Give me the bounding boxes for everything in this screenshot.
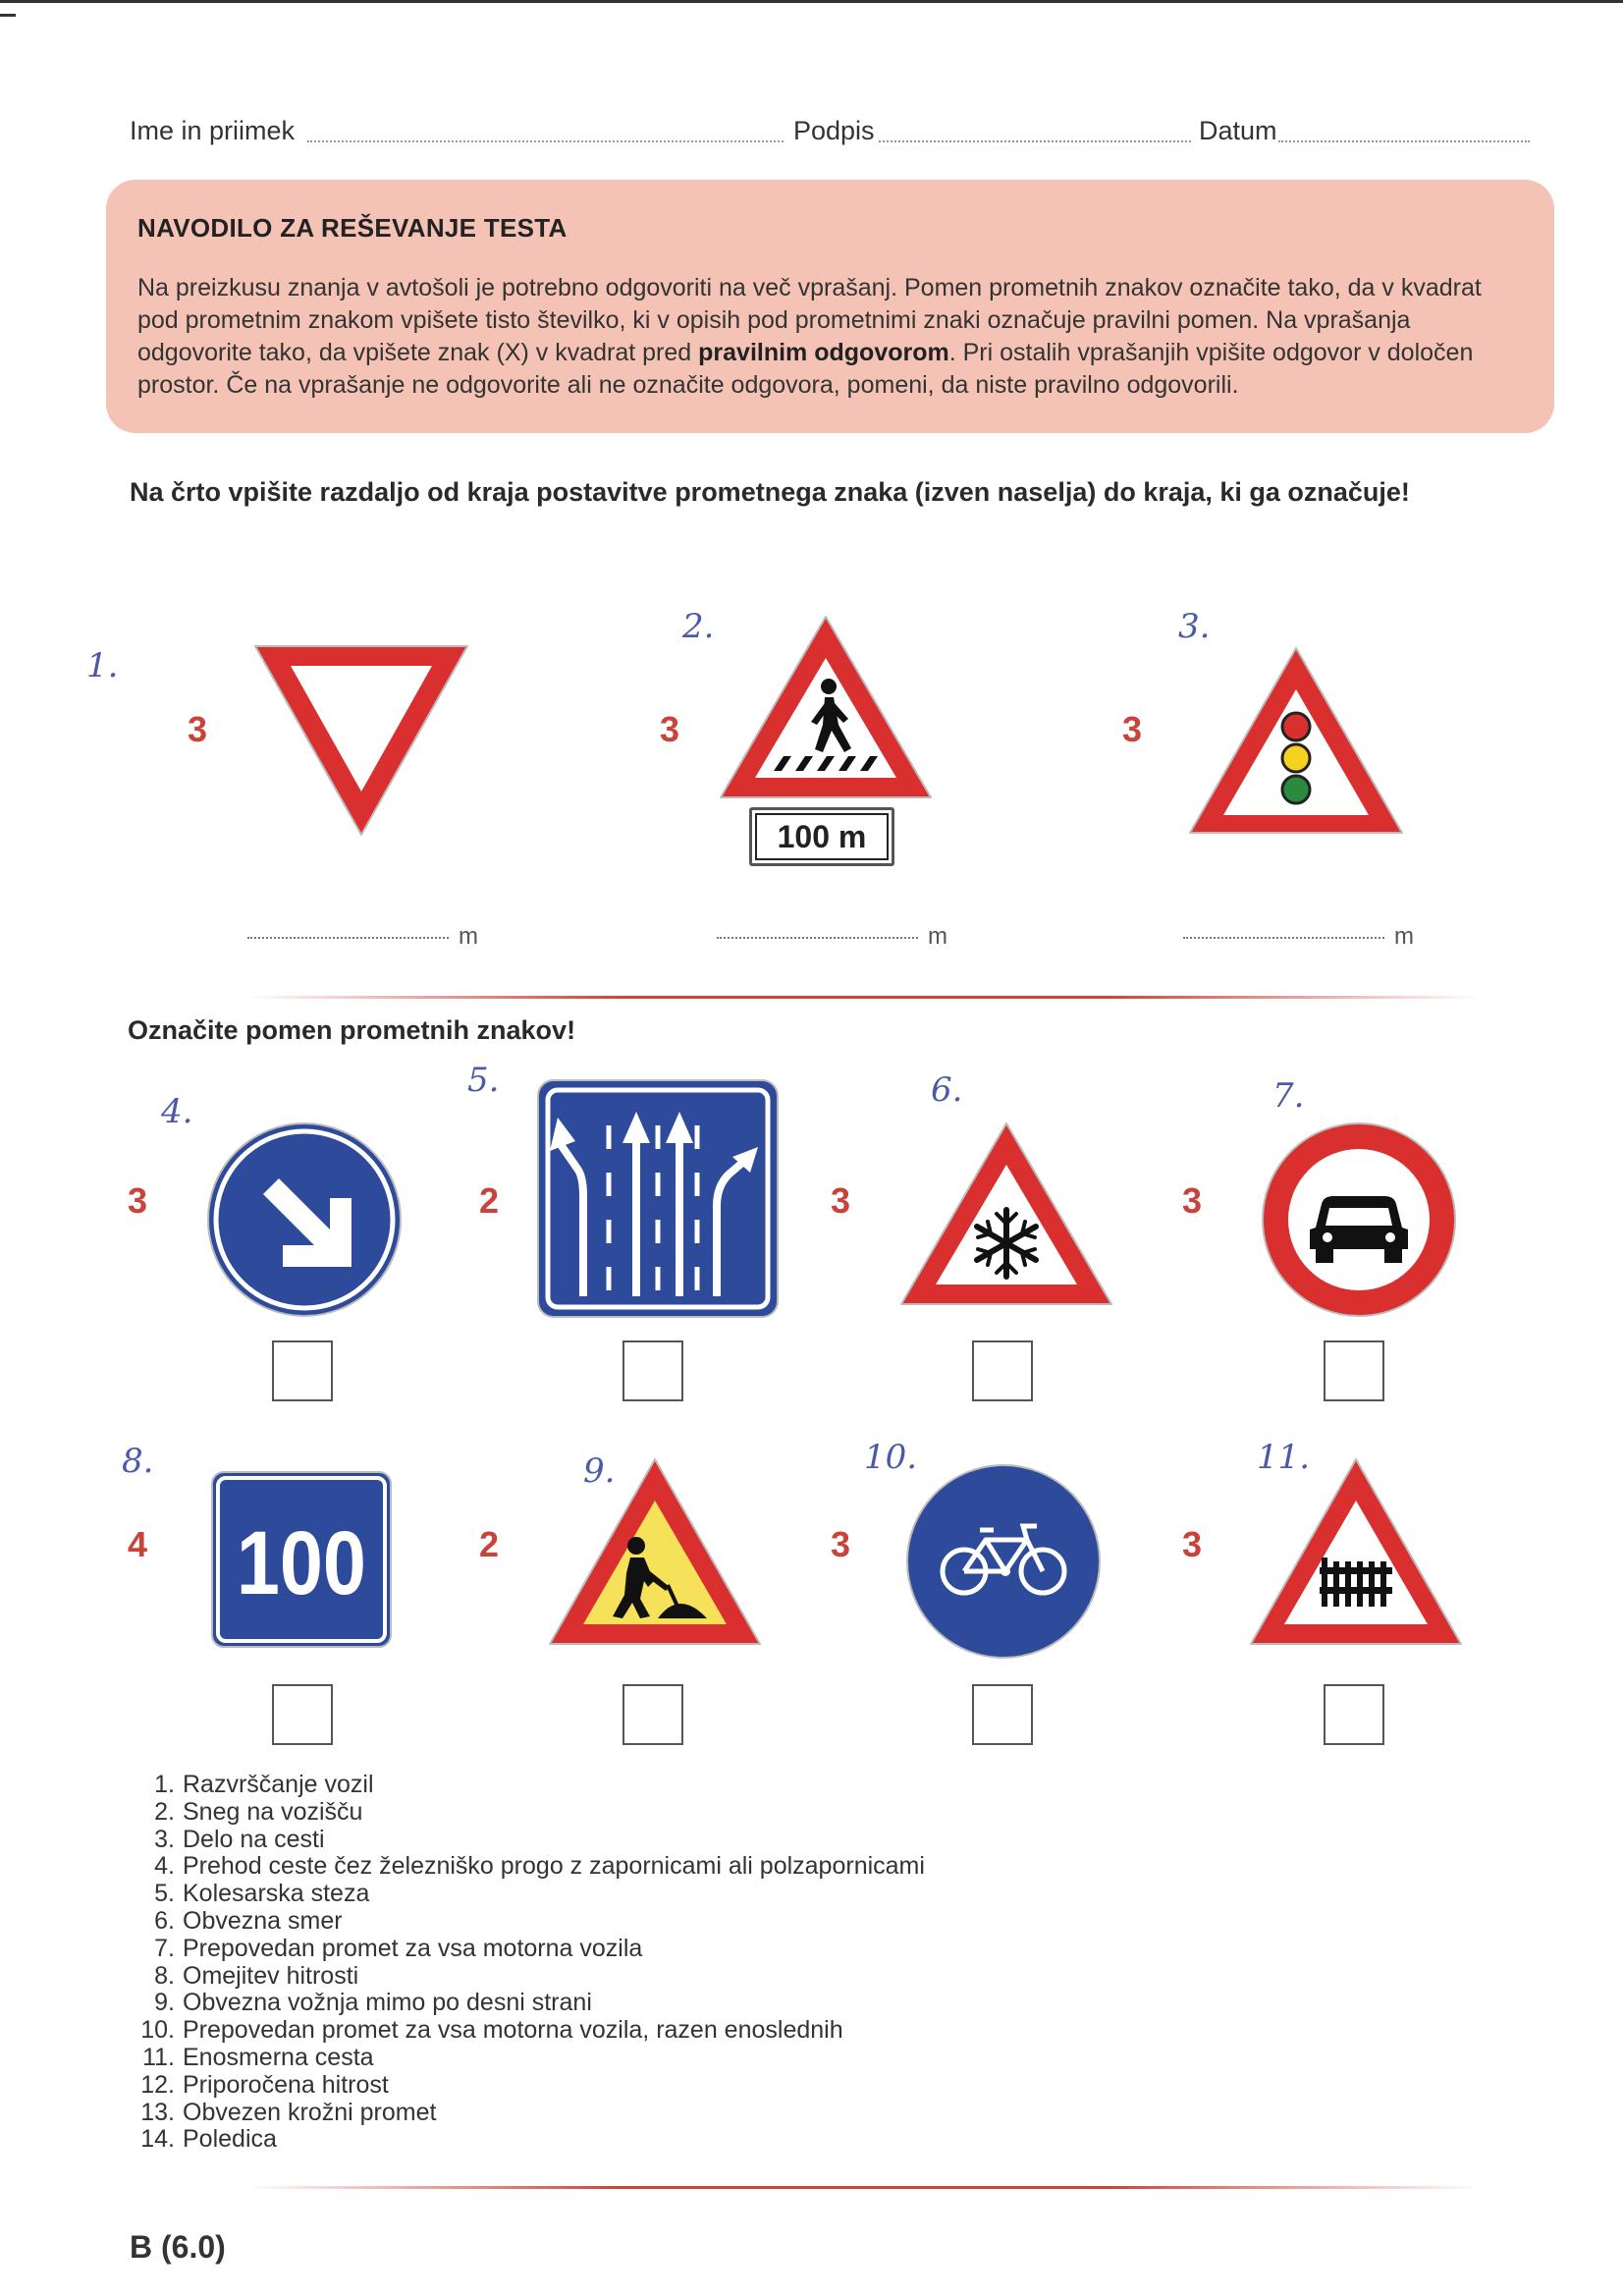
answer-box-10[interactable] — [972, 1684, 1033, 1745]
points-7: 3 — [1182, 1180, 1203, 1221]
answer-box-7[interactable] — [1324, 1340, 1384, 1401]
meaning-number: 14. — [140, 2125, 175, 2154]
meaning-text: Delo na cesti — [183, 1825, 325, 1853]
points-10: 3 — [831, 1524, 851, 1564]
answer-box-8[interactable] — [272, 1684, 333, 1745]
instructions-bold: pravilnim odgovorom — [698, 339, 949, 366]
points-1: 3 — [188, 709, 208, 749]
points-8: 4 — [128, 1524, 148, 1564]
meaning-text: Obvezna vožnja mimo po desni strani — [183, 1989, 592, 2017]
no-motor-vehicles-icon — [1259, 1120, 1459, 1320]
recommended-speed-value: 100 — [236, 1512, 366, 1614]
meaning-item — [135, 1772, 925, 1799]
yield-sign-icon — [247, 638, 475, 845]
meaning-item — [135, 1853, 925, 1881]
meaning-number: 1. — [154, 1771, 175, 1798]
meaning-text: Priporočena hitrost — [183, 2070, 389, 2099]
distance-plate — [749, 807, 894, 866]
section2-heading: Označite pomen prometnih znakov! — [128, 1015, 576, 1045]
top-border-line — [0, 0, 1623, 3]
answer-line-1[interactable] — [247, 923, 478, 951]
hand-number-8: 8. — [122, 1442, 154, 1481]
instructions-box — [106, 180, 1554, 433]
meaning-number: 11. — [142, 2043, 175, 2071]
name-field[interactable] — [307, 140, 784, 142]
answer-box-4[interactable] — [272, 1340, 333, 1401]
meaning-item — [135, 2045, 925, 2072]
points-9: 2 — [479, 1524, 500, 1564]
points-11: 3 — [1182, 1524, 1203, 1564]
test-code: B (6.0) — [130, 2229, 226, 2265]
meaning-item — [135, 1881, 925, 1908]
meaning-number: 10. — [140, 2016, 175, 2045]
meaning-item — [135, 1990, 925, 2017]
meaning-number: 9. — [154, 1989, 175, 2017]
meaning-text: Prepovedan promet za vsa motorna vozila — [183, 1934, 643, 1962]
meaning-item — [135, 1827, 925, 1854]
hand-number-6: 6. — [931, 1070, 963, 1110]
hand-number-10: 10. — [864, 1438, 918, 1477]
meaning-text: Omejitev hitrosti — [183, 1961, 359, 1990]
unit-1: m — [459, 923, 478, 950]
traffic-light-warning-icon — [1182, 640, 1410, 843]
left-edge-mark — [0, 0, 16, 17]
hand-number-2: 2. — [682, 607, 715, 646]
answer-line-3[interactable] — [1183, 923, 1414, 951]
signature-field[interactable] — [879, 140, 1191, 142]
section1-heading: Na črto vpišite razdaljo od kraja postavitve prometnega znaka (izven naselja) do kraja, ki ga označuje! — [130, 477, 1410, 507]
name-label: Ime in priimek — [130, 116, 296, 145]
hand-number-4: 4. — [161, 1092, 193, 1131]
points-5: 2 — [479, 1180, 500, 1221]
instructions-title: NAVODILO ZA REŠEVANJE TESTA — [137, 213, 568, 243]
answer-line-2[interactable] — [717, 923, 947, 951]
hand-number-11: 11. — [1257, 1438, 1311, 1477]
signature-label: Podpis — [793, 116, 875, 145]
meaning-number: 3. — [154, 1825, 175, 1853]
meaning-number: 8. — [154, 1961, 175, 1990]
meaning-number: 7. — [154, 1934, 175, 1962]
meaning-text: Prehod ceste čez železniško progo z zapornicami ali polzapornicami — [183, 1852, 925, 1881]
meaning-number: 13. — [140, 2098, 175, 2126]
meaning-item — [135, 2017, 925, 2045]
meaning-number: 4. — [154, 1852, 175, 1881]
meaning-number: 12. — [140, 2070, 175, 2099]
answer-box-5[interactable] — [622, 1340, 683, 1401]
hand-number-7: 7. — [1272, 1076, 1305, 1116]
date-label: Datum — [1199, 116, 1277, 145]
answer-box-11[interactable] — [1324, 1684, 1384, 1745]
instructions-text-part1: Na preizkusu znanja v avtošoli je potrebno odgovoriti na več vprašanj. Pomen prometnih znakov označite tako, da v kvadrat pod prometnim znakom vpišete tisto številko, ki v opisih pod prometnimi znaki označuje pravilni pomen. Na vprašanja odgovorite tako, da vpišete znak (X) v kvadrat pred — [137, 274, 1482, 366]
snow-warning-icon — [893, 1116, 1119, 1312]
lane-arrangement-icon — [536, 1078, 780, 1319]
meanings-list — [135, 1772, 925, 2154]
meaning-number: 5. — [154, 1880, 175, 1908]
meaning-number: 6. — [154, 1906, 175, 1935]
points-4: 3 — [128, 1180, 148, 1221]
meaning-item — [135, 1908, 925, 1936]
answer-box-6[interactable] — [972, 1340, 1033, 1401]
hand-number-5: 5. — [467, 1061, 500, 1100]
keep-right-icon — [204, 1120, 405, 1320]
unit-2: m — [928, 923, 947, 950]
meaning-text: Kolesarska steza — [183, 1880, 370, 1908]
meaning-item — [135, 1963, 925, 1991]
recommended-speed-icon — [210, 1470, 393, 1649]
points-6: 3 — [831, 1180, 851, 1221]
instructions-text — [137, 272, 1527, 402]
divider-rule-1 — [245, 996, 1483, 999]
meaning-item — [135, 1936, 925, 1963]
meaning-text: Poledica — [183, 2125, 277, 2154]
meaning-item — [135, 2126, 925, 2154]
unit-3: m — [1394, 923, 1414, 950]
hand-number-1: 1. — [86, 646, 119, 685]
cycle-path-icon — [903, 1461, 1104, 1662]
meaning-text: Obvezna smer — [183, 1906, 343, 1935]
meaning-text: Razvrščanje vozil — [183, 1771, 374, 1798]
distance-plate-inner: 100 m — [755, 813, 889, 860]
meaning-item — [135, 2100, 925, 2127]
hand-number-9: 9. — [583, 1451, 616, 1491]
meaning-text: Prepovedan promet za vsa motorna vozila, razen enoslednih — [183, 2016, 843, 2045]
meaning-number: 2. — [154, 1797, 175, 1826]
points-2: 3 — [660, 709, 680, 749]
meaning-text: Sneg na vozišču — [183, 1797, 363, 1826]
hand-number-3: 3. — [1178, 607, 1211, 646]
date-field[interactable] — [1278, 140, 1530, 142]
points-3: 3 — [1122, 709, 1143, 749]
meaning-text: Obvezen krožni promet — [183, 2098, 437, 2126]
meaning-item — [135, 1799, 925, 1827]
level-crossing-barrier-icon — [1243, 1451, 1469, 1652]
meaning-text: Enosmerna cesta — [183, 2043, 374, 2071]
roadworks-icon — [542, 1451, 768, 1652]
divider-rule-2 — [245, 2186, 1483, 2189]
meaning-item — [135, 2072, 925, 2100]
pedestrian-crossing-warning-icon — [713, 609, 939, 805]
answer-box-9[interactable] — [622, 1684, 683, 1745]
instructions-text-part2: . Pri ostalih vprašanjih vpišite odgovor v določen prostor. Če na vprašanje ne odgovorite ali ne označite odgovora, pomeni, da niste pravilno odgovorili. — [137, 339, 1474, 399]
